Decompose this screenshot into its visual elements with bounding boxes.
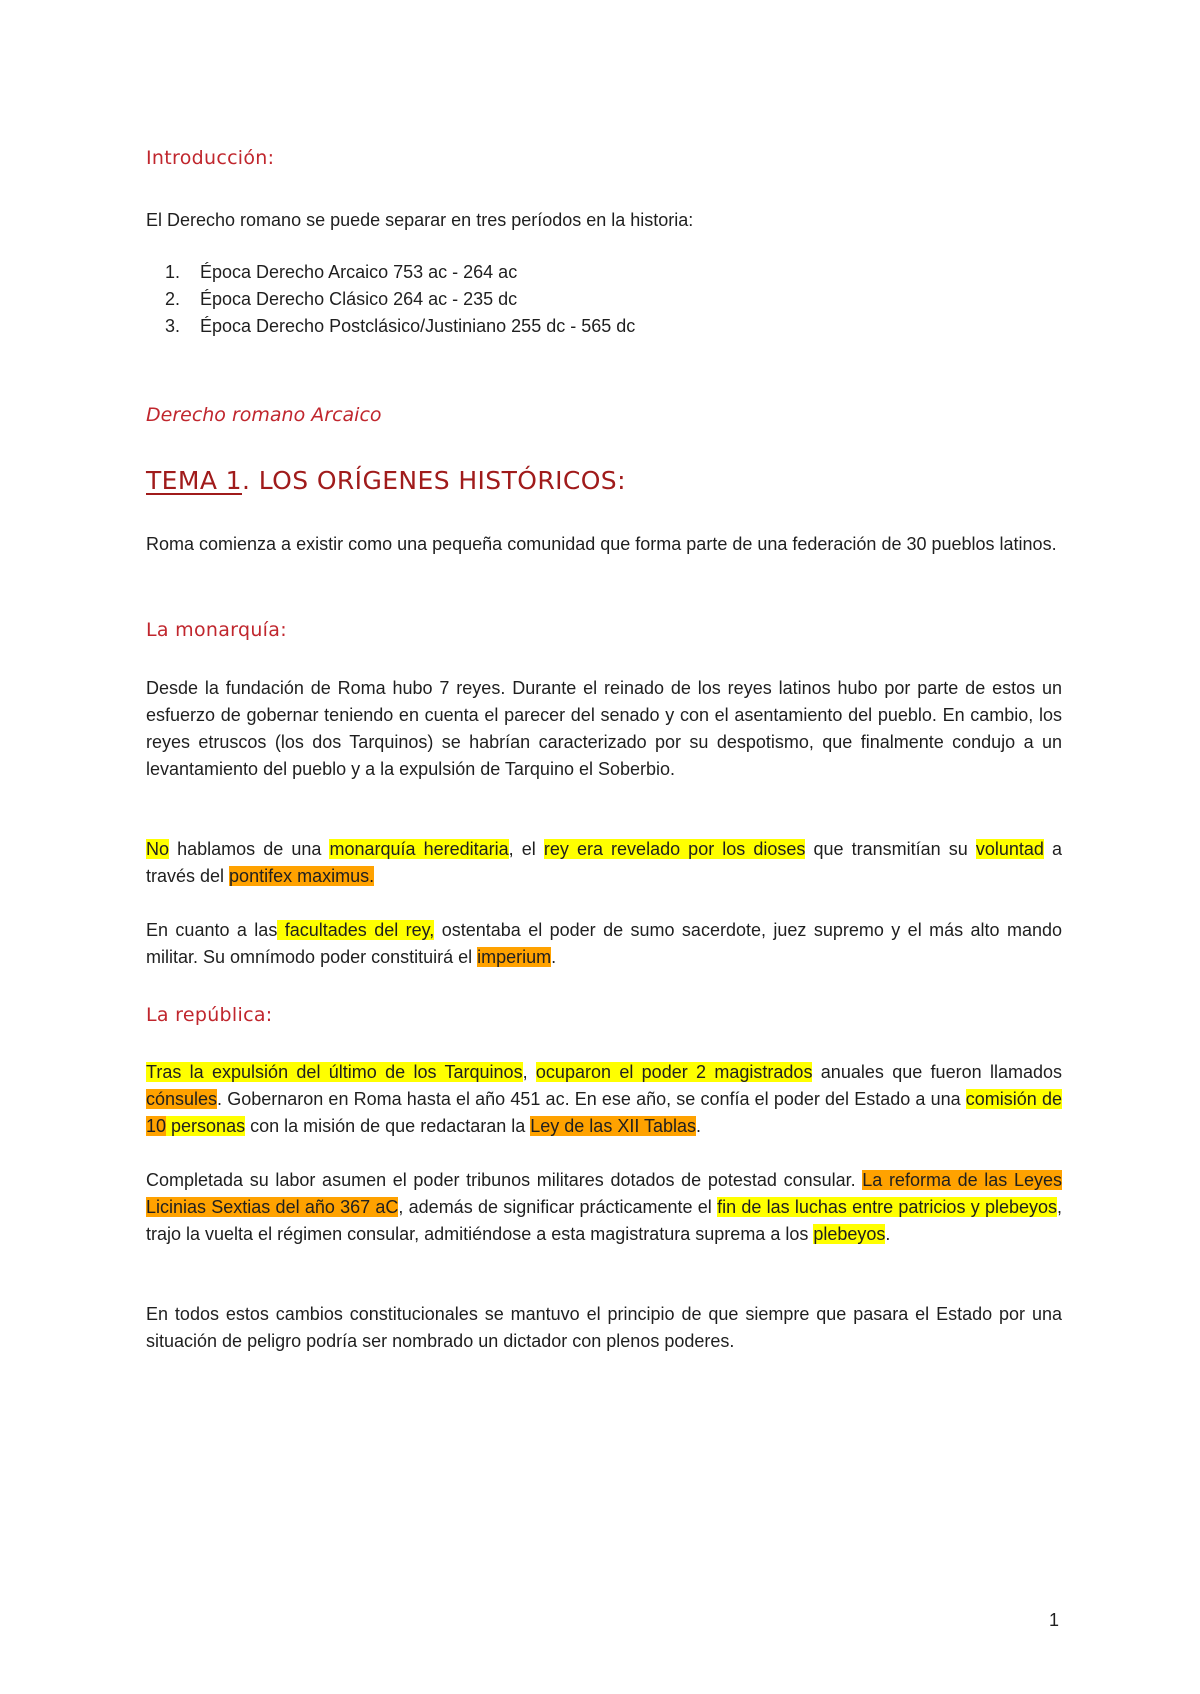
highlight: Ley de las XII Tablas: [530, 1116, 697, 1136]
text-run: ,: [522, 1062, 536, 1082]
period-number: 3.: [164, 316, 180, 336]
text-run: .: [696, 1116, 702, 1136]
highlight: ocuparon el poder 2 magistrados: [535, 1062, 813, 1082]
roma-paragraph: Roma comienza a existir como una pequeña comunidad que forma parte de una federación de 30 pueblos latinos.: [146, 534, 1057, 554]
period-number: 2.: [164, 289, 180, 309]
monarquia-paragraph-3: [146, 917, 1062, 971]
text-run: con la misión de que redactaran la: [245, 1116, 531, 1136]
republica-paragraph-2: [146, 1167, 1062, 1248]
period-item: [146, 316, 635, 337]
highlight: Tras la expulsión del último de los Tarquinos: [146, 1062, 523, 1082]
tema-title: . LOS ORÍGENES HISTÓRICOS:: [242, 466, 626, 495]
republica-paragraph-3: En todos estos cambios constitucionales se mantuvo el principio de que siempre que pasara el Estado por una situación de peligro podría ser nombrado un dictador con plenos poderes.: [146, 1304, 1062, 1351]
period-text: Época Derecho Arcaico 753 ac - 264 ac: [200, 262, 518, 282]
monarquia-paragraph-1: Desde la fundación de Roma hubo 7 reyes. Durante el reinado de los reyes latinos hubo por parte de estos un esfuerzo de gobernar teniendo en cuenta el parecer del senado y con el asentamiento del pueblo. En cambio, los reyes etruscos (los dos Tarquinos) se habrían caracterizado por su despotismo, que finalmente condujo a un levantamiento del pueblo y a la expulsión de Tarquino el Soberbio.: [146, 678, 1062, 779]
period-text: Época Derecho Clásico 264 ac - 235 dc: [200, 289, 518, 309]
monarquia-heading: La monarquía:: [146, 619, 287, 641]
period-number: 1.: [164, 262, 180, 282]
text-run: .: [885, 1224, 891, 1244]
highlight: cónsules: [146, 1089, 218, 1109]
text-run: hablamos de una: [169, 839, 330, 859]
highlight: rey era revelado por los dioses: [543, 839, 806, 859]
highlight: personas: [166, 1116, 246, 1136]
period-text: Época Derecho Postclásico/Justiniano 255 dc - 565 dc: [200, 316, 636, 336]
text-run: ostentaba el poder de sumo sacerdote, juez supremo y el más alto mando militar. Su omnímodo poder constituirá el: [146, 920, 1062, 967]
highlight: voluntad: [975, 839, 1044, 859]
text-run: , trajo la vuelta el régimen consular, admitiéndose a esta magistratura suprema a los: [146, 1197, 1063, 1244]
highlight: La reforma de las Leyes Licinias Sextias del año 367 aC: [146, 1170, 1062, 1217]
period-item: [146, 289, 517, 310]
highlight: No: [146, 839, 170, 859]
highlight: imperium: [477, 947, 552, 967]
tema-label: TEMA 1: [146, 466, 242, 495]
text-run: anuales que fueron llamados: [812, 1062, 1062, 1082]
period-item: [146, 262, 517, 283]
text-run: , además de significar prácticamente el: [398, 1197, 718, 1217]
text-run: . Gobernaron en Roma hasta el año 451 ac. En ese año, se confía el poder del Estado a una: [217, 1089, 966, 1109]
highlight: facultades del rey,: [277, 920, 435, 940]
text-run: que transmitían su: [805, 839, 976, 859]
intro-heading: Introducción:: [146, 147, 275, 169]
highlight: monarquía hereditaria: [329, 839, 509, 859]
text-run: a través del: [146, 839, 1063, 886]
text-run: En cuanto a las: [146, 920, 278, 940]
monarquia-paragraph-2: [146, 836, 1062, 890]
section-subtitle: Derecho romano Arcaico: [146, 404, 382, 426]
highlight: pontifex maximus.: [229, 866, 375, 886]
highlight: fin de las luchas entre patricios y plebeyos: [717, 1197, 1057, 1217]
tema-heading: [146, 466, 626, 495]
text-run: .: [551, 947, 557, 967]
highlight: comisión de: [965, 1089, 1063, 1109]
intro-text: El Derecho romano se puede separar en tres períodos en la historia:: [146, 210, 694, 230]
republica-heading: La república:: [146, 1004, 273, 1026]
republica-paragraph-1: [146, 1059, 1062, 1140]
text-run: , el: [508, 839, 544, 859]
text-run: Completada su labor asumen el poder tribunos militares dotados de potestad consular.: [146, 1170, 863, 1190]
highlight: 10: [146, 1116, 167, 1136]
page-number: 1: [1049, 1610, 1060, 1630]
highlight: plebeyos: [813, 1224, 886, 1244]
